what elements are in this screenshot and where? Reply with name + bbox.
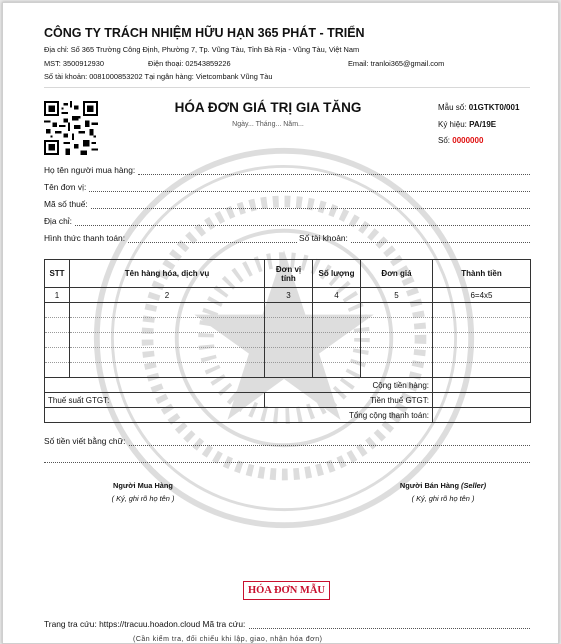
form-label: Mẫu số: (438, 103, 467, 112)
company-bank: Số tài khoản: 0081000853202 Tại ngân hàng: Vietcombank Vũng Tàu (44, 72, 273, 81)
invoice-title: HÓA ĐƠN GIÁ TRỊ GIA TĂNG (174, 100, 362, 115)
number-label: Số: (438, 136, 451, 145)
invoice-symbol (438, 120, 496, 129)
vat-rate-label: Thuế suất GTGT: (45, 393, 265, 408)
seller-sign-hint: ( Ký, ghi rõ họ tên ) (411, 494, 475, 503)
seller-role-en: (Seller) (461, 481, 487, 490)
amount-in-words-label: Số tiền viết bằng chữ: (44, 436, 126, 446)
header-quantity: Số lượng (313, 260, 361, 288)
sample-invoice-stamp: HÓA ĐƠN MẪU (243, 581, 330, 600)
buyer-role: Người Mua Hàng (113, 481, 173, 490)
company-tax-code: MST: 3500912930 (44, 59, 104, 68)
header-item-name: Tên hàng hóa, dịch vụ (70, 260, 265, 288)
buyer-signature (83, 481, 203, 503)
invoice-form-code (438, 103, 519, 112)
unit-name-label: Tên đơn vị: (44, 182, 87, 192)
tax-code-field (44, 199, 530, 209)
qr-code-icon (44, 101, 98, 155)
invoice-date-line: Ngày... Tháng... Năm... (232, 121, 304, 128)
index-cell: 2 (70, 288, 265, 303)
index-cell: 4 (313, 288, 361, 303)
seller-signature (378, 481, 508, 503)
company-address: Địa chỉ: Số 365 Trường Công Định, Phường 7, Tp. Vũng Tàu, Tỉnh Bà Rịa - Vũng Tàu, Việt Nam (44, 45, 360, 54)
lookup-text: Trang tra cứu: https://tracuu.hoadon.cloud Mã tra cứu: (44, 619, 246, 629)
invoice-number (438, 136, 483, 145)
invoice-page (2, 2, 559, 644)
payment-method-label: Hình thức thanh toán: (44, 233, 126, 243)
header-stt: STT (45, 260, 70, 288)
index-cell: 1 (45, 288, 70, 303)
header-unit-price: Đơn giá (361, 260, 433, 288)
number-value: 0000000 (452, 136, 484, 145)
buyer-sign-hint: ( Ký, ghi rõ họ tên ) (111, 494, 175, 503)
bottom-note: (Cần kiểm tra, đối chiếu khi lập, giao, nhận hóa đơn) (133, 636, 323, 643)
subtotal-row (45, 378, 531, 393)
table-index-row (45, 288, 531, 303)
table-row (45, 333, 531, 348)
index-cell: 6=4x5 (433, 288, 531, 303)
form-value: 01GTKT0/001 (468, 103, 520, 112)
grand-total-row (45, 408, 531, 423)
address-field (44, 216, 530, 226)
buyer-name-label: Họ tên người mua hàng: (44, 165, 136, 175)
table-row (45, 363, 531, 378)
header-unit: Đơn vị tính (265, 260, 313, 288)
address-label: Địa chỉ: (44, 216, 72, 226)
index-cell: 5 (361, 288, 433, 303)
amount-in-words-field (44, 436, 530, 446)
amount-in-words-line2 (44, 453, 530, 463)
seller-role-text: Người Bán Hàng (399, 481, 459, 490)
buyer-name-field (44, 165, 530, 175)
symbol-label: Ký hiệu: (438, 120, 467, 129)
company-email: Email: tranloi365@gmail.com (348, 59, 445, 68)
subtotal-label: Cộng tiền hàng: (45, 378, 433, 393)
vat-row (45, 393, 531, 408)
lookup-line (44, 619, 530, 629)
header-amount: Thành tiền (433, 260, 531, 288)
seller-role (378, 481, 508, 490)
company-name: CÔNG TY TRÁCH NHIỆM HỮU HẠN 365 PHÁT - TRIỂN (44, 26, 365, 40)
index-cell: 3 (265, 288, 313, 303)
tax-code-label: Mã số thuế: (44, 199, 88, 209)
vat-amount-label: Tiền thuế GTGT: (265, 393, 433, 408)
table-row (45, 318, 531, 333)
header-divider (44, 87, 530, 88)
items-table (44, 259, 531, 423)
grand-total-label: Tổng cộng thanh toán: (45, 408, 433, 423)
unit-name-field (44, 182, 530, 192)
payment-method-field (44, 233, 297, 243)
symbol-value: PA/19E (469, 120, 497, 129)
account-number-label: Số tài khoản: (299, 233, 348, 243)
company-phone: Điện thoại: 02543859226 (148, 59, 231, 68)
table-header-row (45, 260, 531, 288)
table-row (45, 303, 531, 318)
account-number-field (299, 233, 530, 243)
table-row (45, 348, 531, 363)
